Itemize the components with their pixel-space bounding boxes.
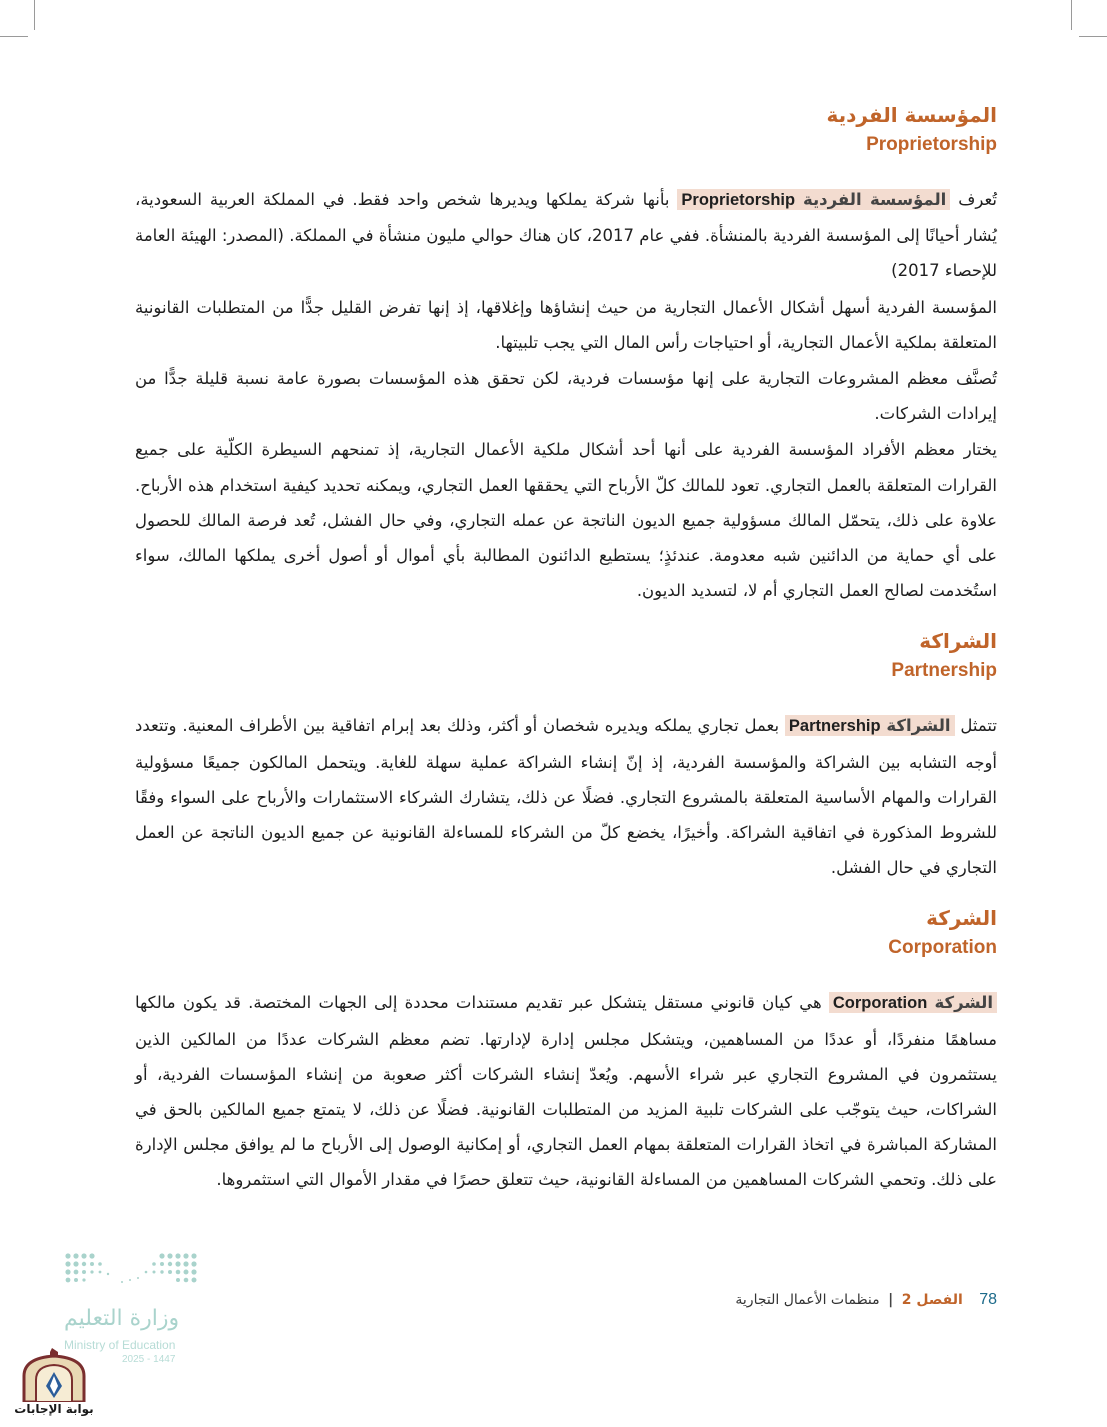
- section-heading-en: Corporation: [888, 937, 997, 959]
- chapter-title: منظمات الأعمال التجارية: [735, 1292, 880, 1308]
- term-highlight: المؤسسة الفردية Proprietorship: [677, 189, 950, 210]
- term-highlight: الشراكة Partnership: [785, 715, 955, 736]
- section-heading-en: Partnership: [891, 660, 997, 682]
- ministry-year: 2025 - 1447: [122, 1354, 176, 1365]
- ministry-dots-icon: [62, 1250, 202, 1294]
- ministry-name-en: Ministry of Education: [64, 1338, 176, 1352]
- paragraph: يختار معظم الأفراد المؤسسة الفردية على أنها أحد أشكال ملكية الأعمال التجارية، إذ تمنحهم السيطرة الكلّية على جميع القرارات المتعلقة بالعمل التجاري. تعود للمالك كلّ الأرباح التي يحققها العمل التجاري، ويمكنه تحديد كيفية استخدام هذه الأرباح. علاوة على ذلك، يتحمّل المالك مسؤولية جميع الديون الناتجة عن عمله التجاري، وفي حال الفشل، تُعد فرصة المالك للحصول على أي حماية من الدائنين شبه معدومة. عندئذٍ؛ يستطيع الدائنون المطالبة بأي أموال أو أصول أخرى يملكها المالك، سواء استُخدمت لصالح العمل التجاري أم لا، لتسديد الديون.: [135, 440, 997, 601]
- section-heading-en: Proprietorship: [866, 134, 997, 155]
- footer-separator: |: [888, 1292, 894, 1308]
- watermark-label: بوابة الإجابات: [14, 1402, 94, 1416]
- paragraph: تُعرف المؤسسة الفردية Proprietorship بأنها شركة يملكها ويديرها شخص واحد فقط. في المملكة العربية السعودية، يُشار أحيانًا إلى المؤسسة الفردية بالمنشأة. ففي عام 2017، كان هناك حوالي مليون منشأة في المملكة. (المصدر: الهيئة العامة للإحصاء 2017): [135, 190, 997, 281]
- paragraph: تتمثل الشراكة Partnership بعمل تجاري يملكه ويديره شخصان أو أكثر، وذلك بعد إبرام اتفاقية بين الأطراف المعنية. وتتعدد أوجه التشابه بين الشراكة والمؤسسة الفردية، إذ إنّ إنشاء الشراكة عملية سهلة للغاية. ويتحمل المالكون جميعًا مسؤولية القرارات والمهام الأساسية المتعلقة بالمشروع التجاري. فضلًا عن ذلك، يتشارك الشركاء الاستثمارات والأرباح على السواء وفقًا للشروط المذكورة في اتفاقية الشراكة. وأخيرًا، يخضع كلّ من الشركاء للمساءلة القانونية عن جميع الديون الناتجة عن العمل التجاري في حال الفشل.: [135, 716, 997, 878]
- crop-mark-top-left: [34, 0, 35, 30]
- crop-mark-right: [1079, 36, 1107, 37]
- page-content: [135, 100, 997, 1216]
- paragraph: الشركة Corporation هي كيان قانوني مستقل يتشكل عبر تقديم مستندات محددة إلى الجهات المختصة. قد يكون مالكها مساهمًا منفردًا، أو عددًا من المساهمين، ويتشكل مجلس إدارة لإدارتها. تضم معظم الشركات عددًا من المالكين الذين يستثمرون في المشروع التجاري عبر شراء الأسهم. ويُعدّ إنشاء الشركات أكثر صعوبة من إنشاء المؤسسات الفردية، أو الشراكات، حيث يتوجّب على الشركات تلبية المزيد من المتطلبات القانونية. فضلًا عن ذلك، لا يتمتع جميع المالكين بالحق في المشاركة المباشرة في اتخاذ القرارات المتعلقة بمهام العمل التجاري، أو إمكانية الوصول إلى الأرباح ما لم يوافق مجلس الإدارة على ذلك. وتحمي الشركات المساهمين من المساءلة القانونية، حيث تتعلق حصرًا في مقدار الأموال التي استثمروها.: [135, 993, 997, 1190]
- section-proprietorship: [135, 100, 997, 608]
- page-footer: [735, 1291, 997, 1309]
- chapter-label: الفصل 2: [901, 1292, 963, 1308]
- gate-arch-icon: [4, 1346, 104, 1402]
- section-heading-ar: المؤسسة الفردية: [826, 103, 997, 127]
- term-highlight: الشركة Corporation: [829, 992, 997, 1013]
- crop-mark-left: [0, 36, 28, 37]
- crop-mark-top-right: [1071, 0, 1072, 30]
- paragraph: المؤسسة الفردية أسهل أشكال الأعمال التجارية من حيث إنشاؤها وإغلاقها، إذ إنها تفرض القليل جدًّا من المتطلبات القانونية المتعلقة بملكية الأعمال التجارية، أو احتياجات رأس المال التي يجب تلبيتها.: [135, 297, 997, 352]
- paragraph: تُصنَّف معظم المشروعات التجارية على إنها مؤسسات فردية، لكن تحقق هذه المؤسسات بصورة عامة نسبة قليلة جدًّا من إيرادات الشركات.: [135, 369, 997, 424]
- section-partnership: [135, 626, 997, 885]
- section-heading-ar: الشراكة: [919, 629, 997, 654]
- section-corporation: [135, 903, 997, 1197]
- page-number: 78: [979, 1291, 997, 1308]
- section-heading-ar: الشركة: [926, 906, 997, 931]
- ministry-name-ar: وزارة التعليم: [64, 1306, 180, 1331]
- watermark-logo: [4, 1346, 104, 1424]
